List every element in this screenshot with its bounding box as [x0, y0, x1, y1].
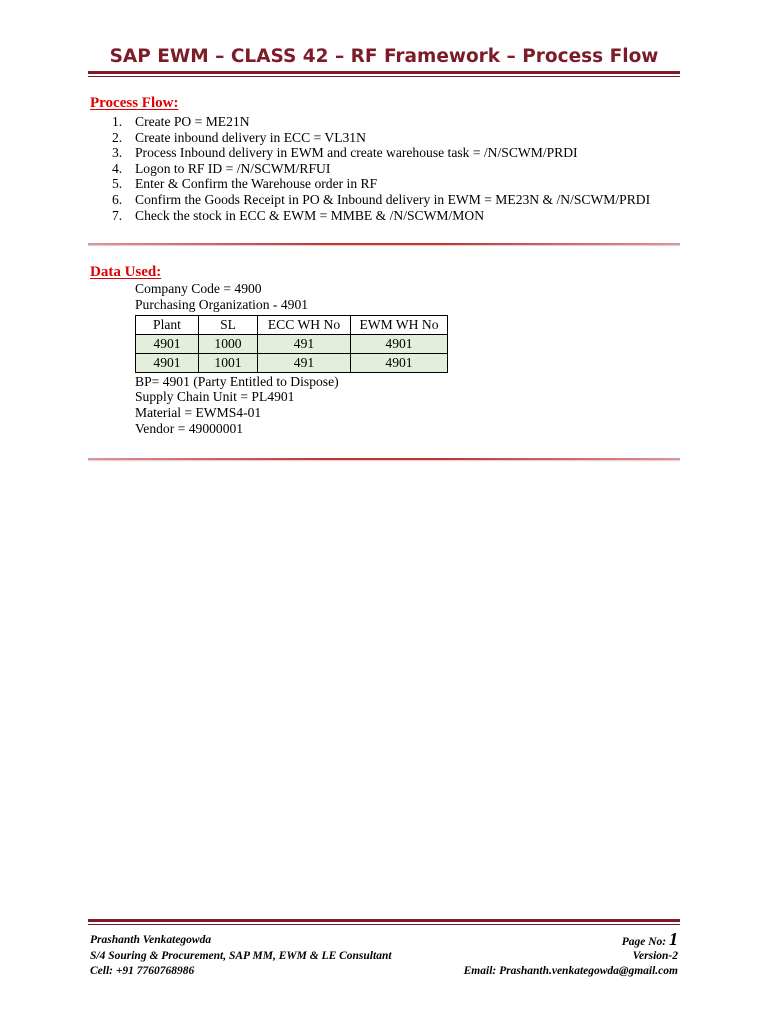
header-rule-thin — [88, 76, 680, 77]
step-number: 6. — [112, 191, 123, 207]
step-text: Create PO = ME21N — [135, 114, 250, 129]
column-header: Plant — [136, 316, 199, 335]
footer-rule-thin — [88, 924, 680, 925]
table-cell: 4901 — [351, 354, 448, 373]
purchasing-organization: Purchasing Organization - 4901 — [135, 297, 309, 312]
page-number: 1 — [669, 929, 678, 949]
process-steps-list — [90, 114, 650, 223]
footer-author: Prashanth Venkategowda — [90, 934, 212, 946]
section-divider — [88, 458, 680, 460]
step-number: 4. — [112, 160, 123, 176]
table-cell: 1001 — [199, 354, 258, 373]
bp-line: BP= 4901 (Party Entitled to Dispose) — [135, 374, 339, 389]
step-number: 1. — [112, 114, 123, 129]
footer-email: Email: Prashanth.venkategowda@gmail.com — [463, 965, 678, 977]
table-cell: 4901 — [351, 335, 448, 354]
column-header: SL — [199, 316, 258, 335]
table-header-row — [136, 316, 448, 335]
footer-version: Version-2 — [632, 950, 678, 962]
step-text: Check the stock in ECC & EWM = MMBE & /N/SCWM/MON — [135, 207, 485, 223]
data-used-heading: Data Used: — [90, 264, 162, 280]
list-item — [90, 114, 650, 130]
page-label: Page No: — [621, 936, 667, 948]
footer-cell: Cell: +91 7760768986 — [90, 965, 195, 977]
step-number: 7. — [112, 207, 123, 223]
list-item — [90, 130, 650, 146]
company-code: Company Code = 4900 — [135, 281, 262, 296]
footer-rule — [88, 919, 680, 922]
step-text: Confirm the Goods Receipt in PO & Inbound delivery in EWM = ME23N & /N/SCWM/PRDI — [135, 191, 651, 207]
table-cell: 4901 — [136, 354, 199, 373]
list-item — [90, 176, 650, 192]
list-item — [90, 208, 650, 224]
step-number: 2. — [112, 129, 123, 145]
list-item — [90, 145, 650, 161]
table-row — [136, 354, 448, 373]
header-rule — [88, 71, 680, 74]
step-text: Logon to RF ID = /N/SCWM/RFUI — [135, 160, 331, 176]
list-item — [90, 161, 650, 177]
table-row — [136, 335, 448, 354]
supply-chain-unit: Supply Chain Unit = PL4901 — [135, 389, 295, 404]
plant-table — [135, 315, 448, 373]
footer-role: S/4 Souring & Procurement, SAP MM, EWM & LE Consultant — [90, 950, 392, 962]
process-flow-heading: Process Flow: — [90, 95, 179, 111]
section-divider — [88, 243, 680, 245]
step-number: 3. — [112, 145, 123, 161]
table-cell: 1000 — [199, 335, 258, 354]
table-cell: 491 — [258, 354, 351, 373]
table-cell: 491 — [258, 335, 351, 354]
column-header: EWM WH No — [351, 316, 448, 335]
step-text: Process Inbound delivery in EWM and create warehouse task = /N/SCWM/PRDI — [135, 145, 578, 161]
step-number: 5. — [112, 176, 123, 192]
column-header: ECC WH No — [258, 316, 351, 335]
page-number-block — [622, 929, 678, 950]
material-line: Material = EWMS4-01 — [135, 405, 262, 420]
page-title: SAP EWM – CLASS 42 – RF Framework – Process Flow — [109, 46, 659, 67]
step-text: Create inbound delivery in ECC = VL31N — [135, 129, 366, 145]
list-item — [90, 192, 650, 208]
step-text: Enter & Confirm the Warehouse order in RF — [135, 176, 378, 192]
table-cell: 4901 — [136, 335, 199, 354]
vendor-line: Vendor = 49000001 — [135, 421, 244, 436]
